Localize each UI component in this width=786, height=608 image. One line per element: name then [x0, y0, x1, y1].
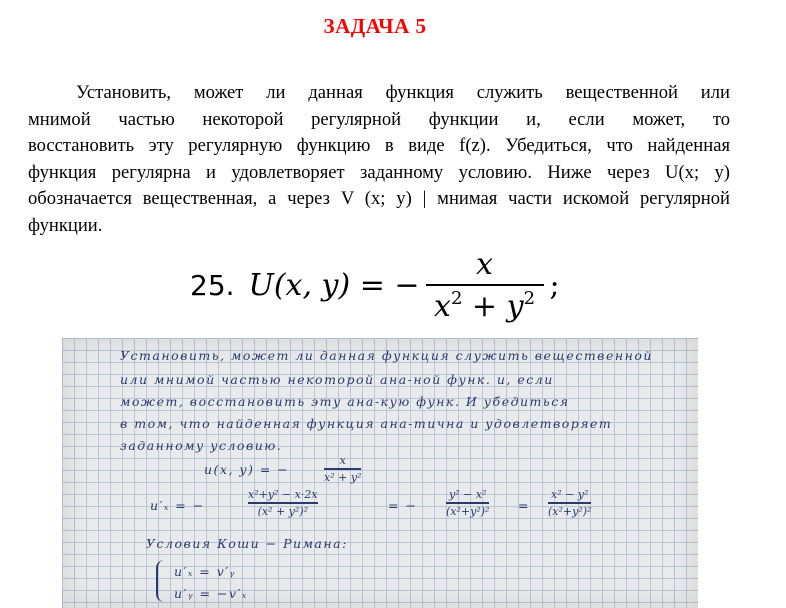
handwritten-line: Установить, может ли данная функция служить вещественной [120, 348, 653, 363]
formula-numerator: x [476, 246, 493, 282]
handwritten-cr-equation: u′ᵧ = −v′ₓ [174, 586, 248, 601]
handwritten-line: может, восстановить эту ана-кую функ. И убедиться [120, 394, 570, 409]
problem-formula [190, 240, 560, 330]
handwritten-ux-fraction-3: x² − y² (x²+y²)² [548, 488, 592, 518]
formula-denominator: $x^2 + y^2$ [434, 287, 536, 324]
statement-line: обозначается вещественная, а через V (x; y) | мнимая части искомой регулярной [28, 188, 730, 209]
handwritten-ux-lhs: u′ₓ = − [150, 498, 205, 513]
handwritten-line: или мнимой частью некоторой ана-ной функ. и, если [120, 372, 554, 387]
handwritten-u-lhs: u(x, y) = − [204, 462, 290, 477]
task-title: ЗАДАЧА 5 [323, 14, 427, 38]
handwritten-equals: = [518, 498, 530, 513]
handwritten-equals: = − [388, 498, 418, 513]
handwritten-cr-equation: u′ₓ = v′ᵧ [174, 564, 236, 579]
statement-line: функции. [28, 214, 103, 236]
handwritten-ux-fraction-1: x²+y² − x·2x (x² + y²)² [248, 488, 318, 518]
handwritten-u-fraction: x x² + y² [324, 454, 362, 484]
handwritten-cauchy-heading: Условия Коши − Римана: [146, 536, 348, 551]
system-brace [156, 560, 168, 602]
statement-line: функция регулярна и удовлетворяет заданному условию. Ниже через U(x; y) [28, 161, 730, 183]
formula-number: 25. [190, 268, 235, 302]
statement-line: Установить, может ли данная функция служить вещественной или [76, 82, 730, 103]
handwritten-line: заданному условию. [120, 438, 283, 453]
statement-line: мнимой частью некоторой регулярной функции и, если может, то [28, 108, 730, 130]
formula-lhs: U(x, y) = − [248, 267, 420, 303]
formula-fraction [426, 247, 544, 324]
handwritten-ux-fraction-2: y² − x² (x²+y²)² [446, 488, 490, 518]
task-statement [28, 80, 730, 239]
formula-tail: ; [549, 267, 560, 303]
statement-line: восстановить эту регулярную функцию в виде f(z). Убедиться, что найденная [28, 135, 730, 156]
handwritten-line: в том, что найденная функция ана-тична и удовлетворяет [120, 416, 613, 431]
notebook-photo [62, 338, 698, 608]
